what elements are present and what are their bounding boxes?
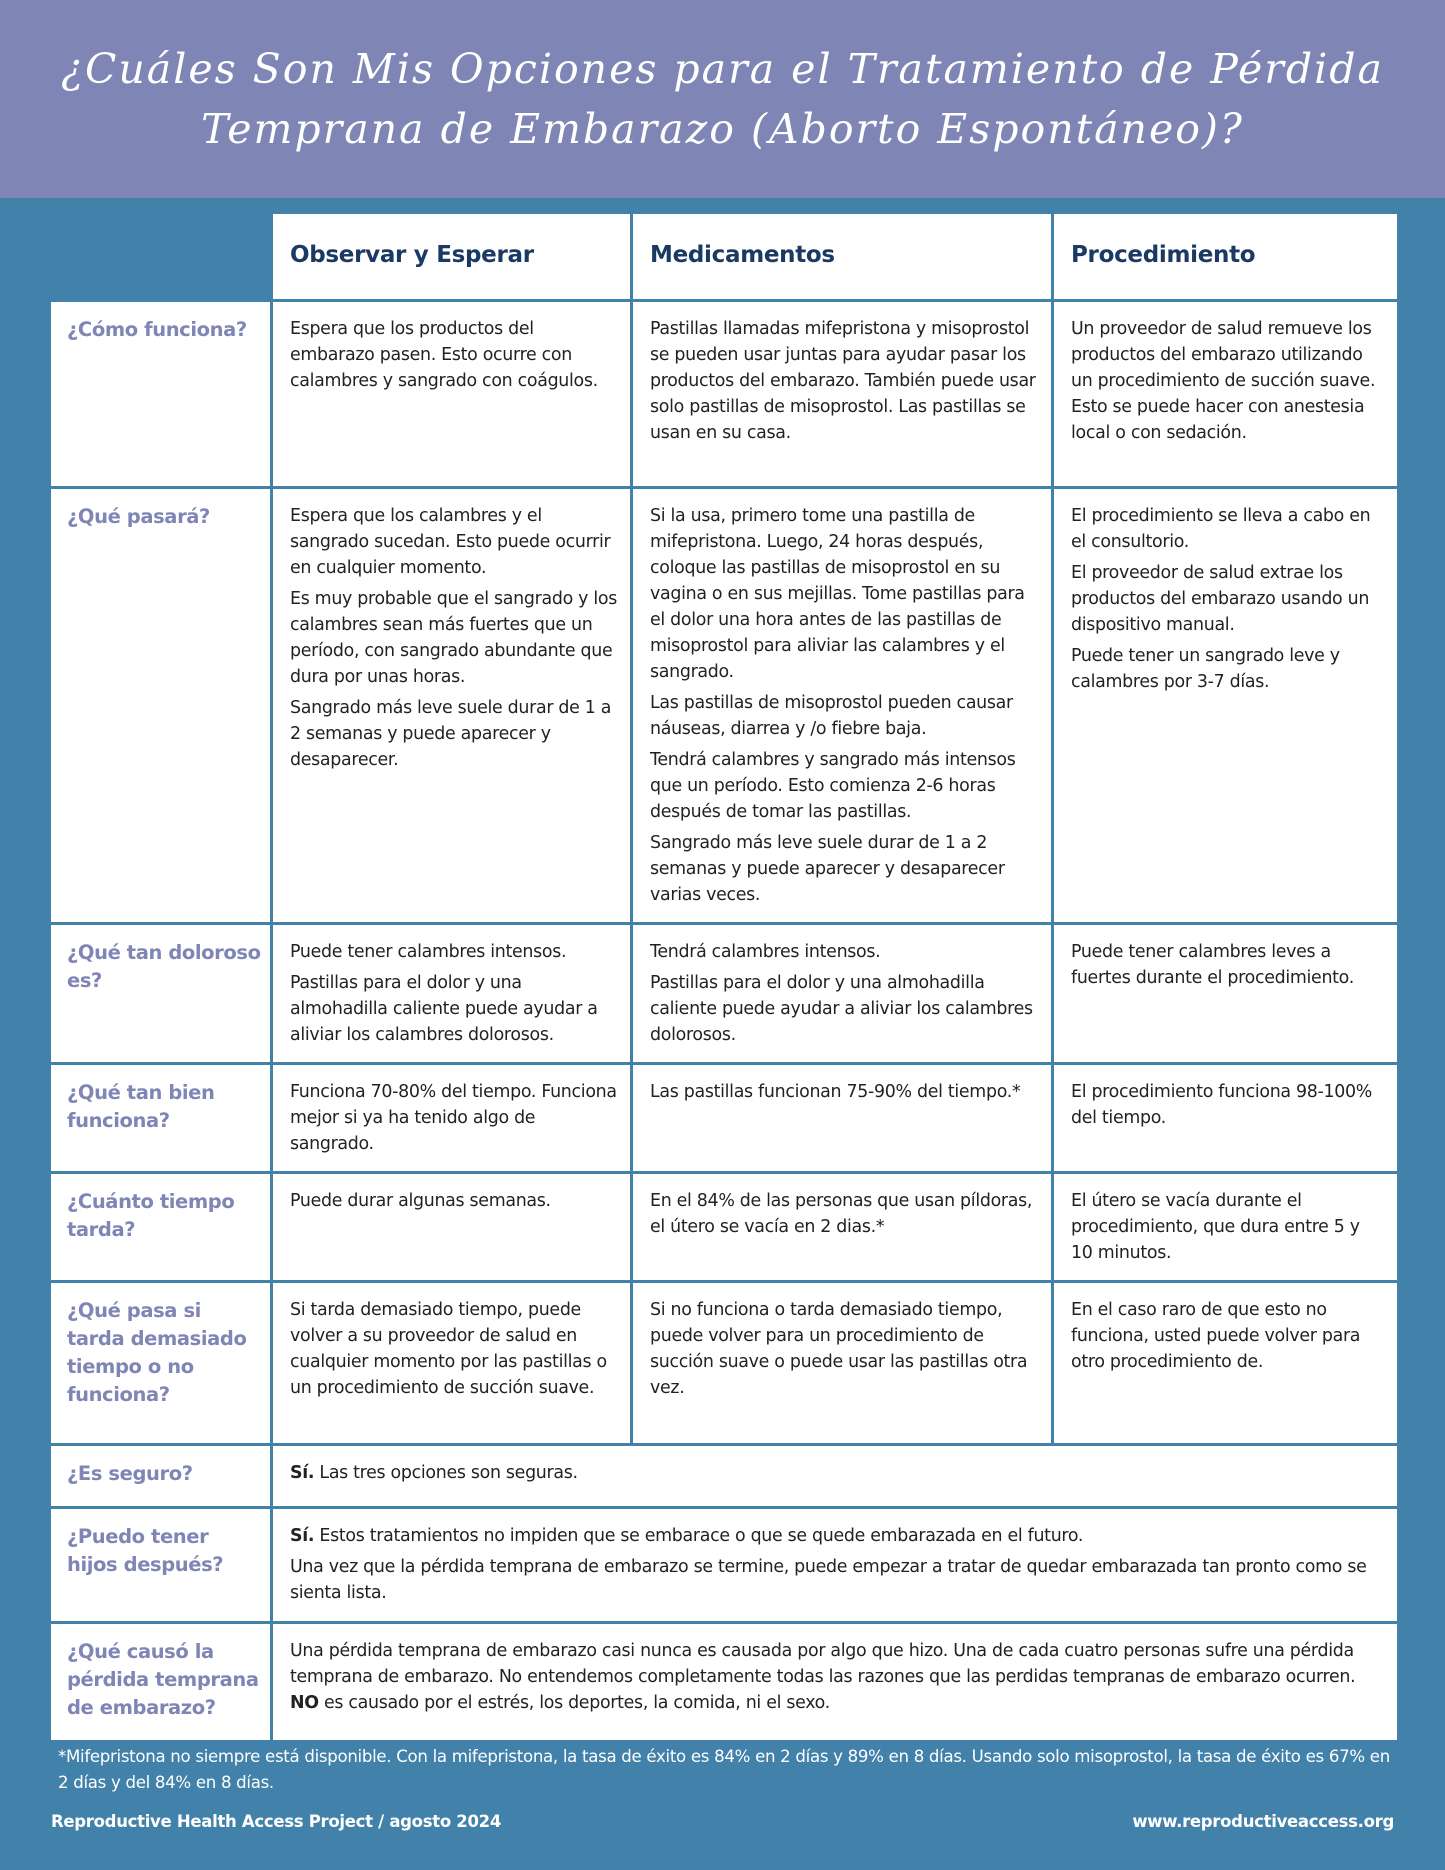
table-cell — [272, 1064, 632, 1173]
table-cell — [1053, 488, 1399, 924]
cell-paragraph: El procedimiento funciona 98-100% del tiempo. — [1071, 1082, 1373, 1128]
footnote: *Mifepristona no siempre está disponible. Con la mifepristona, la tasa de éxito es 84% en 2 días y 89% en 8 días. Usando solo misoprostol, la tasa de éxito es 67% en 2 días y del 84% en 8 días. — [58, 1747, 1390, 1792]
row-label-cell — [50, 301, 272, 488]
cell-paragraph: Si tarda demasiado tiempo, puede volver a su proveedor de salud en cualquier momento por las pastillas o un procedimiento de succión suave. — [290, 1300, 607, 1398]
table-row — [50, 1173, 1399, 1282]
cell-paragraph: Un proveedor de salud remueve los productos del embarazo utilizando un procedimiento de succión suave. Esto se puede hacer con anestesia local o con sedación. — [1071, 319, 1376, 443]
column-header-procedimiento: Procedimiento — [1053, 213, 1399, 301]
table-cell — [1053, 301, 1399, 488]
page-title-line-2: Temprana de Embarazo (Aborto Espontáneo)? — [201, 105, 1244, 153]
table-cell — [1053, 1064, 1399, 1173]
row-label: ¿Es seguro? — [67, 1462, 193, 1485]
table-row — [50, 301, 1399, 488]
answer-text: Estos tratamientos no impiden que se embarace o que se quede embarazada en el futuro. — [314, 1526, 1084, 1546]
answer-emphasis: NO — [290, 1693, 319, 1713]
footer-organization: Reproductive Health Access Project / agosto 2024 — [51, 1812, 502, 1831]
row-label-cell — [50, 924, 272, 1064]
table-cell — [632, 301, 1053, 488]
table-cell — [272, 488, 632, 924]
table-cell — [632, 1173, 1053, 1282]
row-label-cell — [50, 488, 272, 924]
comparison-table — [48, 211, 1400, 1743]
cell-paragraph: Sangrado más leve suele durar de 1 a 2 semanas y puede aparecer y desaparecer. — [290, 698, 612, 770]
table-cell — [632, 1064, 1053, 1173]
table-row — [50, 1623, 1399, 1742]
answer-text: Una pérdida temprana de embarazo casi nunca es causada por algo que hizo. Una de cada cuatro personas sufre una pérdida temprana de embarazo. No entendemos completamente todas las razones que las perdidas tempranas de embarazo ocurren. — [290, 1641, 1356, 1687]
cell-paragraph: Si no funciona o tarda demasiado tiempo, puede volver para un procedimiento de succión suave o puede usar las pastillas otra vez. — [650, 1300, 1028, 1398]
cell-paragraph: El útero se vacía durante el procedimiento, que dura entre 5 y 10 minutos. — [1071, 1191, 1360, 1263]
cell-paragraph: El procedimiento se lleva a cabo en el consultorio. — [1071, 506, 1371, 552]
answer-text: Las tres opciones son seguras. — [314, 1463, 578, 1483]
cell-paragraph: Pastillas para el dolor y una almohadilla caliente puede ayudar a aliviar los calambres dolorosos. — [290, 973, 598, 1045]
cell-paragraph: El proveedor de salud extrae los productos del embarazo usando un dispositivo manual. — [1071, 563, 1370, 635]
row-label-cell — [50, 1282, 272, 1445]
cell-paragraph — [290, 1523, 1385, 1549]
table-cell — [1053, 1282, 1399, 1445]
row-label: ¿Qué causó la pérdida temprana de embarazo? — [67, 1640, 259, 1719]
table-row — [50, 1445, 1399, 1508]
cell-paragraph: Tendrá calambres y sangrado más intensos que un período. Esto comienza 2-6 horas después de tomar las pastillas. — [650, 750, 1016, 822]
cell-paragraph: Puede durar algunas semanas. — [290, 1191, 551, 1211]
cell-paragraph: Puede tener calambres leves a fuertes durante el procedimiento. — [1071, 942, 1354, 988]
page-title-line-1: ¿Cuáles Son Mis Opciones para el Tratamiento de Pérdida — [61, 45, 1384, 93]
table-row — [50, 1064, 1399, 1173]
table-cell — [272, 1282, 632, 1445]
row-label: ¿Qué pasa si tarda demasiado tiempo o no funciona? — [67, 1299, 247, 1406]
cell-paragraph: Puede tener calambres intensos. — [290, 942, 567, 962]
column-header-row — [50, 213, 1399, 301]
wide-cell — [272, 1445, 1399, 1508]
table-row — [50, 1508, 1399, 1623]
answer-emphasis: Sí. — [290, 1463, 315, 1483]
cell-paragraph: Sangrado más leve suele durar de 1 a 2 semanas y puede aparecer y desaparecer varias veces. — [650, 833, 1005, 905]
cell-paragraph: Tendrá calambres intensos. — [650, 942, 881, 962]
cell-paragraph: Las pastillas de misoprostol pueden causar náuseas, diarrea y /o fiebre baja. — [650, 693, 1013, 739]
row-label: ¿Cuánto tiempo tarda? — [67, 1190, 235, 1241]
row-label-cell — [50, 1064, 272, 1173]
table-cell — [632, 488, 1053, 924]
empty-corner-cell — [50, 213, 272, 301]
row-label: ¿Qué pasará? — [67, 505, 210, 528]
cell-paragraph: En el caso raro de que esto no funciona, usted puede volver para otro procedimiento de. — [1071, 1300, 1361, 1372]
table-cell — [632, 1282, 1053, 1445]
table-row — [50, 488, 1399, 924]
footer-website-link[interactable]: www.reproductiveaccess.org — [1132, 1812, 1394, 1831]
cell-paragraph: Espera que los productos del embarazo pasen. Esto ocurre con calambres y sangrado con coágulos. — [290, 319, 598, 391]
cell-paragraph: Espera que los calambres y el sangrado sucedan. Esto puede ocurrir en cualquier momento. — [290, 506, 611, 578]
wide-cell — [272, 1623, 1399, 1742]
cell-paragraph — [290, 1638, 1385, 1716]
table-row — [50, 924, 1399, 1064]
table-cell — [1053, 1173, 1399, 1282]
table-cell — [272, 301, 632, 488]
table-cell — [632, 924, 1053, 1064]
answer-emphasis: Sí. — [290, 1526, 315, 1546]
answer-text: es causado por el estrés, los deportes, la comida, ni el sexo. — [318, 1693, 830, 1713]
title-banner — [0, 0, 1445, 198]
cell-paragraph: Pastillas llamadas mifepristona y misoprostol se pueden usar juntas para ayudar pasar los productos del embarazo. También puede usar solo pastillas de misoprostol. Las pastillas se usan en su casa. — [650, 319, 1036, 443]
row-label: ¿Puedo tener hijos después? — [67, 1525, 224, 1576]
cell-paragraph: Si la usa, primero tome una pastilla de mifepristona. Luego, 24 horas después, coloque las pastillas de misoprostol en su vagina o en sus mejillas. Tome pastillas para el dolor una hora antes de las pastillas de misoprostol para aliviar las calambres y el sangrado. — [650, 506, 1025, 682]
column-header-medicamentos: Medicamentos — [632, 213, 1053, 301]
cell-paragraph: Las pastillas funcionan 75-90% del tiempo.* — [650, 1082, 1021, 1102]
cell-paragraph: En el 84% de las personas que usan píldoras, el útero se vacía en 2 dias.* — [650, 1191, 1033, 1237]
table-cell — [1053, 924, 1399, 1064]
cell-paragraph: Una vez que la pérdida temprana de embarazo se termine, puede empezar a tratar de quedar embarazada tan pronto como se sienta lista. — [290, 1557, 1367, 1603]
wide-cell — [272, 1508, 1399, 1623]
row-label-cell — [50, 1445, 272, 1508]
cell-paragraph: Es muy probable que el sangrado y los calambres sean más fuertes que un período, con sangrado abundante que dura por unas horas. — [290, 589, 617, 687]
row-label-cell — [50, 1508, 272, 1623]
cell-paragraph — [290, 1460, 1385, 1486]
row-label: ¿Cómo funciona? — [67, 318, 247, 341]
table-row — [50, 1282, 1399, 1445]
cell-paragraph: Pastillas para el dolor y una almohadilla caliente puede ayudar a aliviar los calambres dolorosos. — [650, 973, 1033, 1045]
row-label-cell — [50, 1173, 272, 1282]
row-label: ¿Qué tan bien funciona? — [67, 1081, 215, 1132]
column-header-observar: Observar y Esperar — [272, 213, 632, 301]
row-label: ¿Qué tan doloroso es? — [67, 941, 261, 992]
table-cell — [272, 924, 632, 1064]
table-cell — [272, 1173, 632, 1282]
cell-paragraph: Puede tener un sangrado leve y calambres por 3-7 días. — [1071, 646, 1340, 692]
row-label-cell — [50, 1623, 272, 1742]
cell-paragraph: Funciona 70-80% del tiempo. Funciona mejor si ya ha tenido algo de sangrado. — [290, 1082, 617, 1154]
